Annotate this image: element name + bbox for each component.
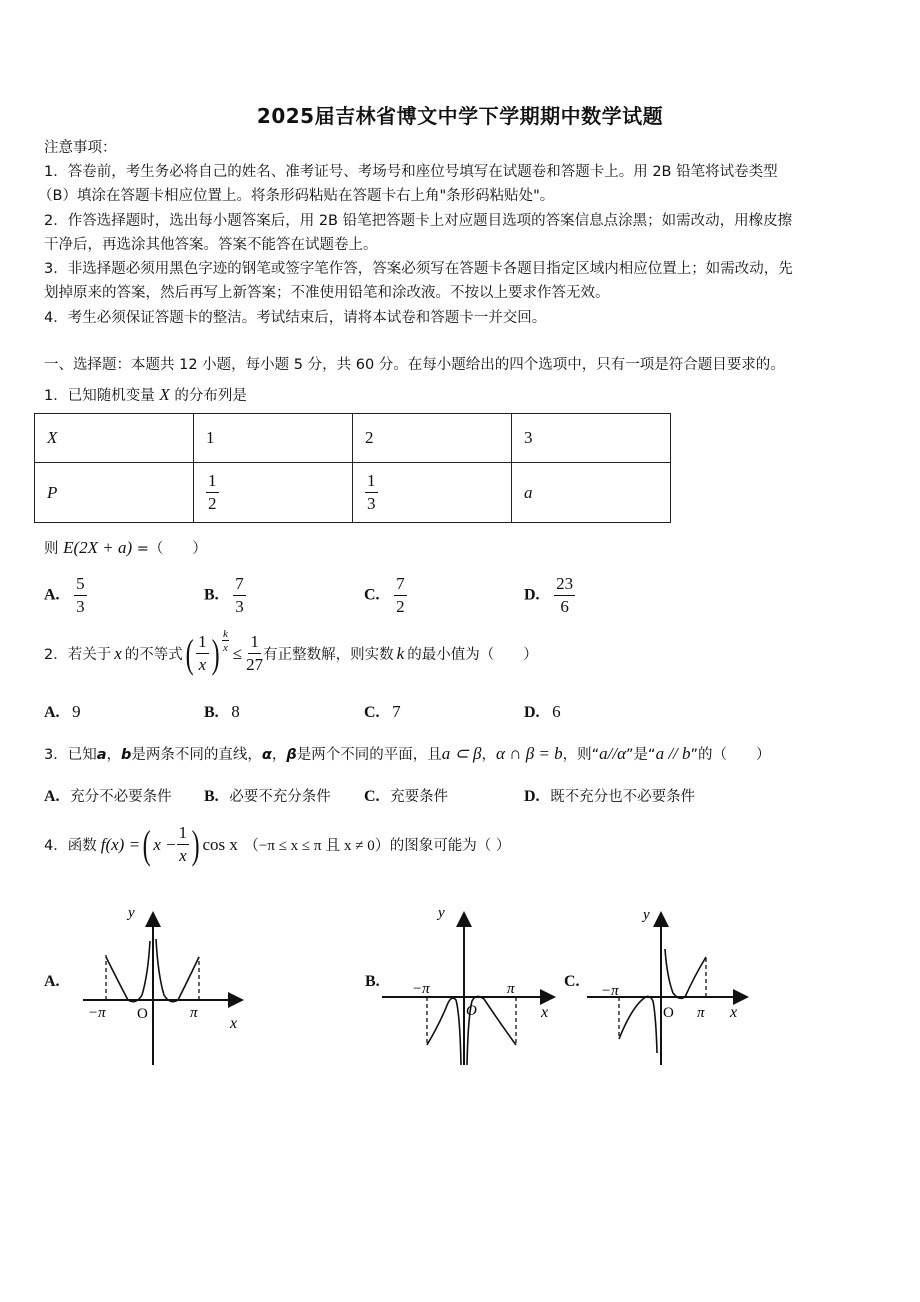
numerator: k xyxy=(222,628,228,640)
numerator: 7 xyxy=(394,575,407,596)
option-value: 8 xyxy=(231,702,240,721)
q3-option-c[interactable] xyxy=(364,785,448,806)
table-cell: 2 xyxy=(353,414,512,463)
option-label: D. xyxy=(524,788,540,805)
neg-pi-label: −π xyxy=(412,981,430,997)
graph-b-label[interactable]: B. xyxy=(365,973,380,990)
notice-item: 1．答卷前，考生务必将自己的姓名、准考证号、考场号和座位号填写在试题卷和答题卡上。用 2B 铅笔将试卷类型 xyxy=(44,164,778,180)
notice-item: 干净后，再选涂其他答案。答案不能答在试题卷上。 xyxy=(44,237,378,253)
numerator: 1 xyxy=(365,472,378,493)
question-4-stem xyxy=(44,821,511,867)
left-paren: ( xyxy=(142,821,151,867)
q3-text: 3．已知 xyxy=(44,747,97,763)
denominator: x xyxy=(198,655,207,674)
option-label: C. xyxy=(364,788,380,805)
y-axis-label: y xyxy=(438,905,445,921)
q3-var: b xyxy=(121,747,132,763)
table-cell: X xyxy=(35,414,194,463)
pi-label: π xyxy=(190,1005,198,1021)
q3-text: ”的（ ） xyxy=(690,747,771,763)
denominator: 6 xyxy=(560,597,569,616)
denominator: x xyxy=(222,642,228,654)
question-1-ask xyxy=(44,536,207,561)
fraction xyxy=(74,575,87,616)
notice-heading: 注意事项： xyxy=(44,140,117,156)
question-1-stem xyxy=(44,383,247,408)
denominator: 2 xyxy=(208,494,217,513)
table-cell: a xyxy=(512,463,671,523)
q1-text: 的分布列是 xyxy=(174,388,247,404)
option-value: 6 xyxy=(552,702,561,721)
q1-option-b[interactable] xyxy=(204,575,246,616)
notice-item: 3．非选择题必须用黑色字迹的钢笔或签字笔作答，答案必须写在答题卡各题目指定区域内相应位置上；如需改动，先 xyxy=(44,261,793,277)
fraction xyxy=(394,575,407,616)
q4-function-name: f(x) = xyxy=(100,834,141,854)
q2-text: 2．若关于 xyxy=(44,647,112,663)
origin-label: O xyxy=(137,1006,148,1022)
q3-text: ， xyxy=(481,747,496,763)
graph-b[interactable] xyxy=(380,905,560,1070)
q1-option-a[interactable] xyxy=(44,575,87,616)
q3-var: α xyxy=(261,747,272,763)
numerator: 7 xyxy=(233,575,246,596)
q2-var-k: k xyxy=(396,643,405,663)
graph-a[interactable] xyxy=(80,905,260,1070)
notice-item: 2．作答选择题时，选出每小题答案后，用 2B 铅笔把答题卡上对应题目选项的答案信息点涂黑；如需改动，用橡皮擦 xyxy=(44,213,793,229)
notice-item: 划掉原来的答案，然后再写上新答案；不准使用铅笔和涂改液。不按以上要求作答无效。 xyxy=(44,285,610,301)
table-cell xyxy=(194,463,353,523)
q3-condition: α ∩ β = b xyxy=(496,744,563,763)
q3-condition: a ⊂ β xyxy=(441,744,482,763)
denominator: 3 xyxy=(367,494,376,513)
fraction xyxy=(206,472,219,513)
q2-text: 有正整数解，则实数 xyxy=(263,647,394,663)
denominator: x xyxy=(179,846,187,865)
fraction xyxy=(246,633,263,674)
q2-option-d[interactable] xyxy=(524,702,561,722)
option-value: 必要不充分条件 xyxy=(229,789,331,805)
fraction xyxy=(177,824,190,865)
q3-text: ， xyxy=(106,747,122,763)
option-label: C. xyxy=(364,704,380,721)
numerator: 1 xyxy=(177,824,190,845)
denominator: 2 xyxy=(396,597,405,616)
leq-sign: ≤ xyxy=(232,643,243,663)
option-label: B. xyxy=(204,788,219,805)
denominator: 27 xyxy=(246,655,264,674)
option-label: C. xyxy=(364,586,380,604)
table-cell xyxy=(353,463,512,523)
q4-expression: x − xyxy=(153,834,177,854)
x-axis-label: x xyxy=(730,1004,738,1021)
graph-c[interactable] xyxy=(585,905,755,1070)
fraction xyxy=(554,575,575,616)
numerator: 1 xyxy=(196,633,209,654)
origin-label: O xyxy=(663,1005,674,1021)
q3-var: a xyxy=(96,747,107,763)
option-value: 充要条件 xyxy=(390,789,449,805)
q2-option-a[interactable] xyxy=(44,702,81,722)
notice-item: 4．考生必须保证答题卡的整洁。考试结束后，请将本试卷和答题卡一并交回。 xyxy=(44,310,547,326)
q1-expression: E(2X + a) xyxy=(63,538,133,557)
q3-option-d[interactable] xyxy=(524,785,695,806)
x-axis-label: x xyxy=(230,1015,238,1032)
table-row xyxy=(35,463,671,523)
q3-option-b[interactable] xyxy=(204,785,331,806)
q2-var-x: x xyxy=(114,643,122,663)
q1-option-c[interactable] xyxy=(364,575,407,616)
numerator: 5 xyxy=(74,575,87,596)
option-value: 充分不必要条件 xyxy=(70,789,172,805)
table-cell: 3 xyxy=(512,414,671,463)
q1-option-d[interactable] xyxy=(524,575,575,616)
q4-cos: cos x xyxy=(202,834,238,854)
y-axis-label: y xyxy=(128,905,135,921)
question-3-stem xyxy=(44,742,771,767)
origin-label: O xyxy=(466,1003,477,1019)
option-value: 既不充分也不必要条件 xyxy=(550,789,696,805)
option-label: D. xyxy=(524,586,540,604)
graph-a-label[interactable]: A. xyxy=(44,973,60,990)
numerator: 1 xyxy=(206,472,219,493)
table-cell: 1 xyxy=(194,414,353,463)
q3-text: ”是“ xyxy=(626,747,656,763)
option-value: 7 xyxy=(392,702,401,721)
exponent-fraction xyxy=(222,629,229,654)
q2-text: 的不等式 xyxy=(124,647,183,663)
q1-text: 则 xyxy=(44,541,59,557)
option-label: B. xyxy=(204,704,219,721)
q3-text: 是两个不同的平面，且 xyxy=(296,747,442,763)
q3-text: 是两条不同的直线， xyxy=(131,747,262,763)
q4-domain: （−π ≤ x ≤ π 且 x ≠ 0） xyxy=(243,838,390,854)
table-row xyxy=(35,414,671,463)
neg-pi-label: −π xyxy=(88,1005,106,1021)
option-label: A. xyxy=(44,704,60,721)
q2-option-b[interactable] xyxy=(204,702,240,722)
q3-text: ，则“ xyxy=(562,747,600,763)
option-value: 9 xyxy=(72,702,81,721)
pi-label: π xyxy=(697,1005,705,1021)
q3-proposition: a // b xyxy=(655,744,691,763)
q1-text: 1．已知随机变量 xyxy=(44,388,155,404)
q1-text: =（ ） xyxy=(136,541,207,557)
q3-proposition: a//α xyxy=(599,744,627,763)
option-label: B. xyxy=(204,586,219,604)
denominator: 3 xyxy=(235,597,244,616)
pi-label: π xyxy=(507,981,515,997)
neg-pi-label: −π xyxy=(601,983,619,999)
distribution-table xyxy=(34,413,671,523)
right-paren: ) xyxy=(191,821,200,867)
numerator: 23 xyxy=(554,575,575,596)
fraction xyxy=(196,633,209,674)
q4-text: 4．函数 xyxy=(44,838,97,854)
q3-text: ， xyxy=(271,747,287,763)
question-2-stem xyxy=(44,628,538,676)
option-label: D. xyxy=(524,704,540,721)
numerator: 1 xyxy=(248,633,261,654)
graph-c-label[interactable]: C. xyxy=(564,973,580,990)
section-heading: 一、选择题：本题共 12 小题，每小题 5 分，共 60 分。在每小题给出的四个选项中，只有一项是符合题目要求的。 xyxy=(44,357,785,373)
x-axis-label: x xyxy=(541,1004,549,1021)
left-paren: ( xyxy=(185,630,194,676)
fraction xyxy=(365,472,378,513)
notice-item: （B）填涂在答题卡相应位置上。将条形码粘贴在答题卡右上角"条形码粘贴处"。 xyxy=(38,188,555,204)
fraction xyxy=(233,575,246,616)
page-title: 2025届吉林省博文中学下学期期中数学试题 xyxy=(256,104,664,128)
y-axis-label: y xyxy=(643,907,650,923)
q1-var: X xyxy=(159,385,170,404)
q3-var: β xyxy=(286,747,297,763)
q4-text: 的图象可能为（ ） xyxy=(389,838,511,854)
q3-option-a[interactable] xyxy=(44,785,172,806)
option-label: A. xyxy=(44,788,60,805)
q2-option-c[interactable] xyxy=(364,702,401,722)
right-paren: ) xyxy=(211,630,220,676)
table-cell: P xyxy=(35,463,194,523)
denominator: 3 xyxy=(76,597,85,616)
option-label: A. xyxy=(44,586,60,604)
q2-text: 的最小值为（ ） xyxy=(407,647,538,663)
